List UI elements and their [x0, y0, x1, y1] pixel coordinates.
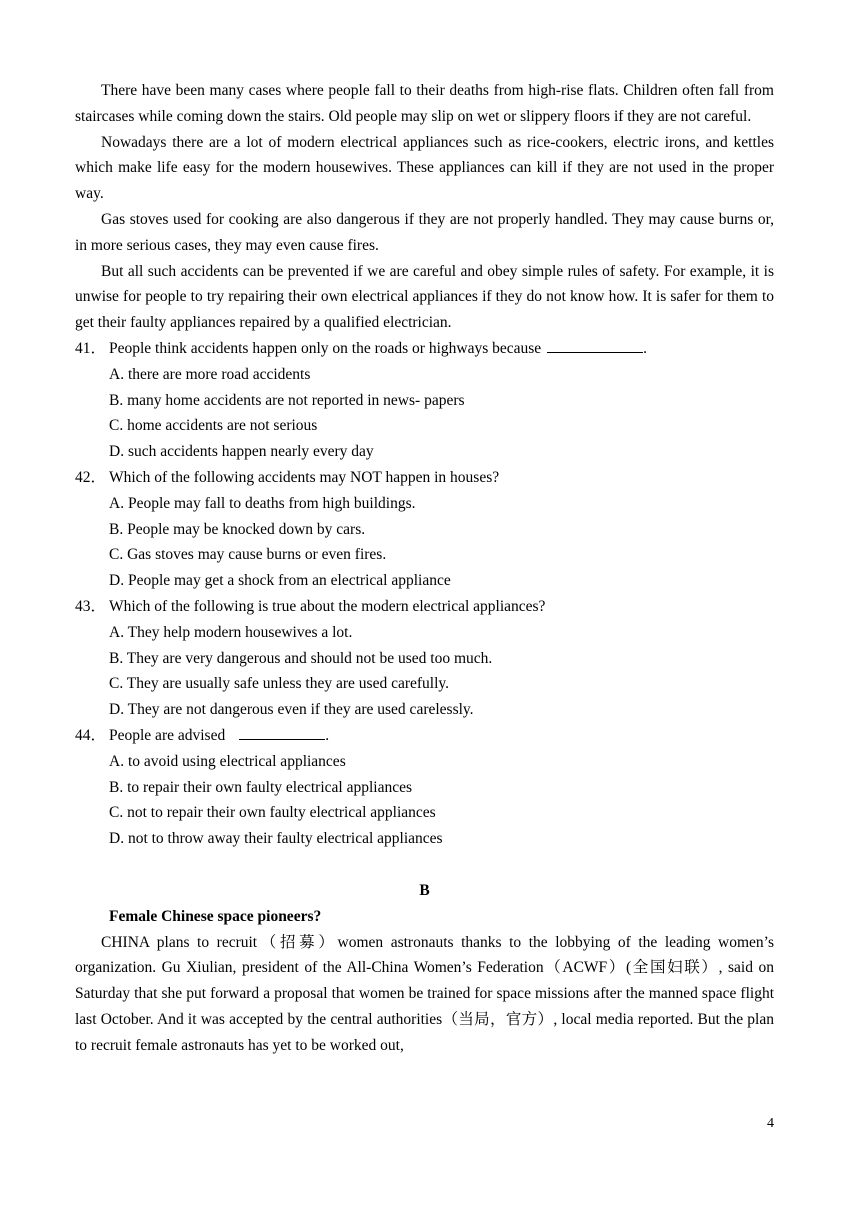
section-b [75, 878, 774, 1059]
option-d: D. not to throw away their faulty electrical appliances [109, 830, 443, 848]
question-number: 43． [75, 597, 107, 615]
option-b: B. to repair their own faulty electrical appliances [109, 778, 412, 796]
question-number: 41． [75, 339, 107, 357]
question-stem [75, 336, 774, 362]
article-title: Female Chinese space pioneers? [109, 907, 322, 925]
option-c: C. They are usually safe unless they are used carefully. [109, 675, 450, 693]
option-a: A. People may fall to deaths from high buildings. [109, 494, 416, 512]
option-b: B. many home accidents are not reported in news- papers [109, 391, 465, 409]
option-d: D. People may get a shock from an electrical appliance [109, 572, 451, 590]
option-a: A. to avoid using electrical appliances [109, 752, 346, 770]
question-end: . [643, 339, 648, 357]
article-paragraph: CHINA plans to recruit（招募）women astronauts thanks to the lobbying of the leading women’s organization. Gu Xiulian, president of the All-China Women’s Federation（ACWF）(全国妇联）, said on Saturday that she put forward a proposal that women be trained for space missions after the manned space flight last October. And it was accepted by the central authorities（当局，官方）, local media reported. But the plan to recruit female astronauts has yet to be worked out, [75, 933, 774, 1054]
option-d: D. such accidents happen nearly every day [109, 443, 374, 461]
question-stem [75, 465, 774, 491]
question-number: 44． [75, 726, 107, 744]
question-44 [75, 723, 774, 852]
passage-a-paragraph-1: There have been many cases where people fall to their deaths from high-rise flats. Children often fall from staircases while coming down the stairs. Old people may slip on wet or slippery floors if they are not careful. [75, 82, 774, 125]
option-c: C. not to repair their own faulty electrical appliances [109, 804, 436, 822]
passage-a-paragraph-2: Nowadays there are a lot of modern electrical appliances such as rice-cookers, electric irons, and kettles which make life easy for the modern housewives. These appliances can kill if they are not used in the proper way. [75, 133, 774, 203]
option-a: A. there are more road accidents [109, 365, 311, 383]
document-page [75, 78, 774, 1058]
question-text: People are advised [109, 726, 226, 744]
page-number: 4 [767, 1116, 774, 1131]
question-stem [75, 594, 774, 620]
section-heading: B [419, 881, 430, 899]
question-41 [75, 336, 774, 465]
option-b: B. They are very dangerous and should not be used too much. [109, 649, 493, 667]
question-text: Which of the following accidents may NOT happen in houses? [109, 468, 500, 486]
option-b: B. People may be knocked down by cars. [109, 520, 366, 538]
option-c: C. home accidents are not serious [109, 417, 318, 435]
question-text: Which of the following is true about the modern electrical appliances? [109, 597, 546, 615]
question-number: 42． [75, 468, 107, 486]
question-stem [75, 723, 774, 749]
passage-a-paragraph-3: Gas stoves used for cooking are also dangerous if they are not properly handled. They may cause burns or, in more serious cases, they may even cause fires. [75, 210, 774, 254]
passage-a [75, 78, 774, 336]
answer-blank [239, 724, 325, 740]
question-text: People think accidents happen only on the roads or highways because [109, 339, 542, 357]
option-a: A. They help modern housewives a lot. [109, 623, 353, 641]
option-c: C. Gas stoves may cause burns or even fires. [109, 546, 387, 564]
passage-a-paragraph-4: But all such accidents can be prevented if we are careful and obey simple rules of safety. For example, it is unwise for people to try repairing their own electrical appliances if they do not know how. It is safer for them to get their faulty appliances repaired by a qualified electrician. [75, 262, 774, 332]
answer-blank [547, 337, 643, 353]
question-43 [75, 594, 774, 723]
question-end: . [325, 726, 330, 744]
option-d: D. They are not dangerous even if they are used carelessly. [109, 701, 474, 719]
question-42 [75, 465, 774, 594]
